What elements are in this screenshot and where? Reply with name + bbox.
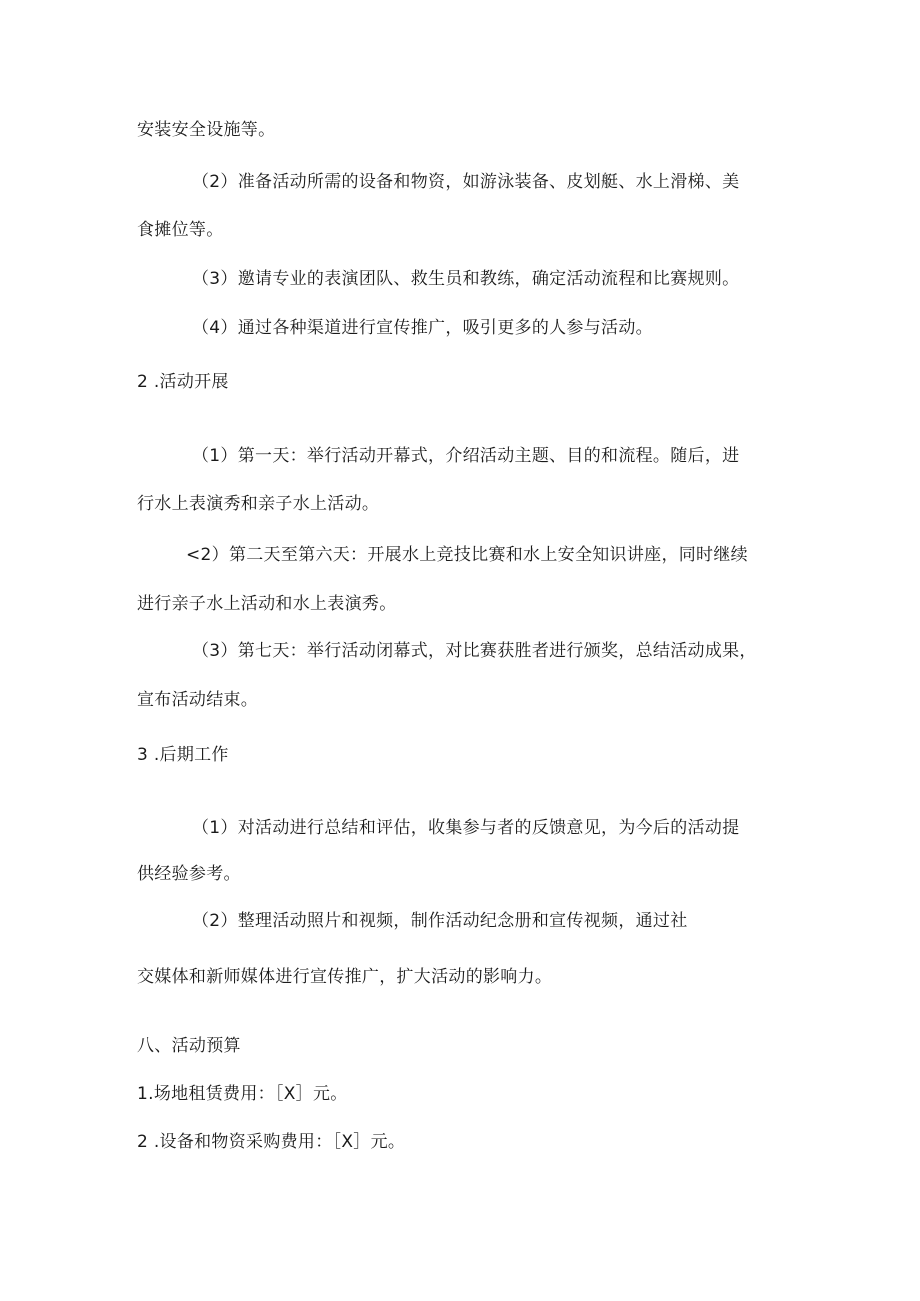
section-heading: 2 .活动开展 bbox=[137, 372, 229, 392]
paragraph-line: 食摊位等。 bbox=[137, 220, 224, 240]
list-item-line: <2）第二天至第六天：开展水上竞技比赛和水上安全知识讲座，同时继续 bbox=[186, 545, 748, 565]
paragraph-line: 供经验参考。 bbox=[137, 864, 241, 884]
list-item-line: （3）第七天：举行活动闭幕式，对比赛获胜者进行颁奖，总结活动成果， bbox=[192, 641, 757, 661]
paragraph-line: 交媒体和新师媒体进行宣传推广，扩大活动的影响力。 bbox=[137, 967, 553, 987]
list-item-line: （4）通过各种渠道进行宣传推广，吸引更多的人参与活动。 bbox=[192, 318, 653, 338]
section-heading: 3 .后期工作 bbox=[137, 745, 229, 765]
paragraph-line: 进行亲子水上活动和水上表演秀。 bbox=[137, 594, 397, 614]
list-item-line: （1）第一天：举行活动开幕式，介绍活动主题、目的和流程。随后，进 bbox=[192, 446, 740, 466]
budget-line: 1.场地租赁费用：［X］元。 bbox=[137, 1084, 348, 1104]
list-item-line: （2）准备活动所需的设备和物资，如游泳装备、皮划艇、水上滑梯、美 bbox=[192, 172, 740, 192]
list-item-line: （1）对活动进行总结和评估，收集参与者的反馈意见，为今后的活动提 bbox=[192, 818, 740, 838]
paragraph-line: 安装安全设施等。 bbox=[137, 120, 276, 140]
section-heading: 八、活动预算 bbox=[137, 1036, 241, 1056]
paragraph-line: 宣布活动结束。 bbox=[137, 690, 259, 710]
paragraph-line: 行水上表演秀和亲子水上活动。 bbox=[137, 494, 380, 514]
list-item-line: （3）邀请专业的表演团队、救生员和教练，确定活动流程和比赛规则。 bbox=[192, 269, 740, 289]
list-item-line: （2）整理活动照片和视频，制作活动纪念册和宣传视频，通过社 bbox=[192, 911, 688, 931]
budget-line: 2 .设备和物资采购费用：［X］元。 bbox=[137, 1132, 406, 1152]
